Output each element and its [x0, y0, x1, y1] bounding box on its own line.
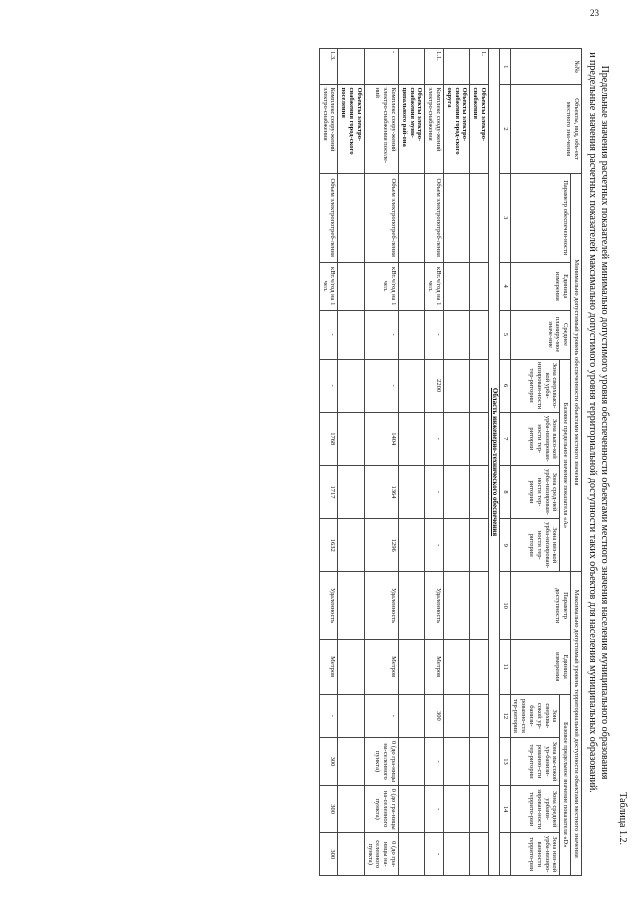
col-number: 5 [499, 310, 510, 359]
table-cell-unit: кВт.ч/год на 1 чел. [425, 262, 444, 310]
table-cell-unit [470, 262, 489, 310]
table-cell-unit: кВт.ч/год на 1 чел. [364, 262, 398, 310]
table-cell-p2: Удаленность [364, 572, 398, 640]
table-row [470, 49, 489, 876]
table-cell-obj: Комплекс соору-жений электро-снабжения [319, 85, 338, 173]
table-row [338, 49, 364, 876]
col-number: 3 [499, 173, 510, 262]
table-cell-m2: 300 [319, 738, 338, 786]
table-cell-m1: - [319, 694, 338, 738]
table-cell-z2 [470, 412, 489, 465]
table-cell-m1 [399, 694, 425, 738]
table-cell-param [470, 173, 489, 262]
table-cell-unit [444, 262, 470, 310]
table-cell-param [399, 173, 425, 262]
table-cell-obj: Объекты электро-снабжения [470, 85, 489, 173]
table-cell-num [399, 49, 425, 85]
table-cell-z1 [470, 359, 489, 412]
header-unit2: Единица измерения [510, 639, 571, 694]
column-number-row [499, 49, 510, 876]
table-cell-m4 [338, 833, 364, 876]
table-cell-obj: Объекты электро-снабжения город-ского округа [444, 85, 470, 173]
table-cell-m3 [399, 785, 425, 833]
table-cell-m4: - [425, 833, 444, 876]
table-cell-m4: 0 (до гра-ницы на-селенного пункта) [364, 833, 398, 876]
table-cell-num: 1.1. [425, 49, 444, 85]
table-row [399, 49, 425, 876]
table-cell-z1: - [319, 359, 338, 412]
header-unit: Единица измерения [510, 262, 571, 310]
heading-line-2: и предельные значения расчетных показателей максимально допустимого уровня территориальной доступности таких объектов для населения муниципальных образований. [587, 52, 598, 793]
table-cell-z3 [444, 465, 470, 518]
table-cell-z1 [444, 359, 470, 412]
header-param2: Параметр доступности [510, 572, 571, 640]
table-cell-z1 [399, 359, 425, 412]
table-cell-z3: - [425, 465, 444, 518]
header-base-max: Базовое предельное значение показателя «D» [560, 694, 571, 876]
header-max-zone-2: Зона вы-сокой ур-банизи-рованно-сти тер-ритории [510, 738, 560, 786]
header-max-zone-3: Зона средней урбани-зирован-ности террито-рии [510, 785, 560, 833]
table-cell-z4 [444, 519, 470, 572]
table-cell-avg [399, 310, 425, 359]
col-number: 1 [499, 49, 510, 85]
table-cell-m3 [338, 785, 364, 833]
table-label: Таблица 1.2. [617, 792, 628, 845]
table-cell-z4: 1632 [319, 519, 338, 572]
table-cell-z4: - [425, 519, 444, 572]
section-title: Область инженерно-технического обеспечения [489, 49, 500, 876]
table-cell-z4 [470, 519, 489, 572]
table-cell-m2 [470, 738, 489, 786]
col-number: 6 [499, 359, 510, 412]
header-max-group: Максимально допустимый уровень территориальной доступности объектами местного значения [571, 572, 582, 876]
header-max-zone-1: Зона сверхвы-сокой ур-банизи-рованно-сти тер-ритории [510, 694, 560, 738]
table-cell-u2 [399, 639, 425, 694]
col-number: 7 [499, 412, 510, 465]
table-cell-unit: кВт.ч/год на 1 чел. [319, 262, 338, 310]
table-cell-m2: - [425, 738, 444, 786]
table-cell-z2 [444, 412, 470, 465]
table-cell-obj: Комплекс сооду-жений электро-снабжения [425, 85, 444, 173]
col-number: 14 [499, 785, 510, 833]
table-cell-num: - [364, 49, 398, 85]
table-cell-param [338, 173, 364, 262]
header-row-1 [571, 49, 582, 876]
table-cell-z1 [338, 359, 364, 412]
table-cell-m3: 0 (до гра-ницы на-селенного пункта) [364, 785, 398, 833]
table-row [319, 49, 338, 876]
table-body [319, 49, 488, 876]
table-cell-avg [444, 310, 470, 359]
header-avg: Среднее планиру-мое значе-ние [510, 310, 571, 359]
table-cell-u2 [470, 639, 489, 694]
table-cell-m2 [444, 738, 470, 786]
table-heading [586, 40, 610, 805]
table-cell-z3: 1717 [319, 465, 338, 518]
header-min-group: Минимально допустимый уровень обеспеченности объектами местного значения [571, 173, 582, 572]
table-cell-param: Объем электропотреб-ления [364, 173, 398, 262]
table-cell-unit [399, 262, 425, 310]
table-cell-m3: - [425, 785, 444, 833]
table-cell-num [444, 49, 470, 85]
table-cell-avg: - [319, 310, 338, 359]
table-cell-m1: 300 [425, 694, 444, 738]
table-cell-m3: 300 [319, 785, 338, 833]
table-cell-m2 [338, 738, 364, 786]
table-cell-z2: 1768 [319, 412, 338, 465]
table-cell-z4 [338, 519, 364, 572]
table-cell-obj: Объекты электро-снабжения город-ского поселения [338, 85, 364, 173]
col-number: 11 [499, 639, 510, 694]
table-cell-z3: 1364 [364, 465, 398, 518]
table-cell-num [338, 49, 364, 85]
col-number: 12 [499, 694, 510, 738]
table-cell-p2 [444, 572, 470, 640]
table-cell-p2 [399, 572, 425, 640]
header-param: Параметр обеспечен-ности [510, 173, 571, 262]
col-number: 2 [499, 85, 510, 173]
table-cell-m3 [444, 785, 470, 833]
table-cell-avg: - [425, 310, 444, 359]
table-cell-z4 [399, 519, 425, 572]
table-cell-m1 [444, 694, 470, 738]
table-cell-m3 [470, 785, 489, 833]
header-row-2 [560, 49, 571, 876]
table-cell-z1: - [364, 359, 398, 412]
header-num: №№ [510, 49, 581, 85]
col-number: 10 [499, 572, 510, 640]
header-base-min: Базовое предельное значение показателя «А» [560, 359, 571, 572]
table-cell-obj: Объекты электро-снабжения муни-ципального рай-она [399, 85, 425, 173]
table-cell-m2: 0 (до гра-ницы на-селенного пункта) [364, 738, 398, 786]
col-number: 4 [499, 262, 510, 310]
col-number: 13 [499, 738, 510, 786]
header-zone-2: Зона высо-кой урба-низирован-ности тер-ритории [510, 412, 560, 465]
header-max-zone-4: Зона низ-кой урба-низиро-ванности террито-рии [510, 833, 560, 876]
table-cell-z1: 2200 [425, 359, 444, 412]
header-zone-4: Зона низ-кой урба-низирован-ности тер-ритории [510, 519, 560, 572]
table-cell-param [444, 173, 470, 262]
table-cell-p2 [338, 572, 364, 640]
table-cell-m1 [470, 694, 489, 738]
table-cell-p2: Удаленность [319, 572, 338, 640]
table-cell-m4 [399, 833, 425, 876]
table-cell-p2 [470, 572, 489, 640]
table-cell-u2: Метров [364, 639, 398, 694]
section-row [489, 49, 500, 876]
table-cell-avg [470, 310, 489, 359]
table-cell-u2: Метров [425, 639, 444, 694]
table-cell-u2 [444, 639, 470, 694]
table-row [425, 49, 444, 876]
norms-table [319, 48, 582, 876]
table-cell-num: 1. [470, 49, 489, 85]
table-cell-m2 [399, 738, 425, 786]
table-cell-m4: 300 [319, 833, 338, 876]
table-cell-z4: 1296 [364, 519, 398, 572]
table-cell-unit [338, 262, 364, 310]
table-cell-z2: - [425, 412, 444, 465]
table-cell-z3 [338, 465, 364, 518]
table-cell-u2: Метров [319, 639, 338, 694]
header-zone-1: Зона сверхвысо-кой урба-низирован-ности тер-ритории [510, 359, 560, 412]
table-cell-avg [338, 310, 364, 359]
table-cell-m1 [338, 694, 364, 738]
header-zone-3: Зона сред-ней урба-низирован-ности тер-ритории [510, 465, 560, 518]
table-cell-z2 [338, 412, 364, 465]
table-cell-param: Объем электропотреб-ления [425, 173, 444, 262]
table-cell-m4 [444, 833, 470, 876]
header-object: Объекты, вид, объ-ект местного зна-чения [510, 85, 581, 173]
table-cell-z3 [399, 465, 425, 518]
heading-line-1: Предельные значения расчетных показателей минимально допустимого уровня обеспеченности объектами местного значения населения муниципального образования [599, 65, 610, 780]
table-cell-z2 [399, 412, 425, 465]
table-cell-avg: - [364, 310, 398, 359]
table-cell-z2: 1404 [364, 412, 398, 465]
table-cell-num: 1.3. [319, 49, 338, 85]
col-number: 8 [499, 465, 510, 518]
table-cell-obj: Комплекс соору-жений электро-снабжения поселе-ний [364, 85, 398, 173]
table-cell-m4 [470, 833, 489, 876]
table-cell-param: Объем электропотреб-ления [319, 173, 338, 262]
table-row [444, 49, 470, 876]
page-number: 23 [590, 8, 599, 18]
table-cell-u2 [338, 639, 364, 694]
table-cell-m1: - [364, 694, 398, 738]
table-cell-p2: Удаленность [425, 572, 444, 640]
table-row [364, 49, 398, 876]
col-number: 9 [499, 519, 510, 572]
table-cell-z3 [470, 465, 489, 518]
